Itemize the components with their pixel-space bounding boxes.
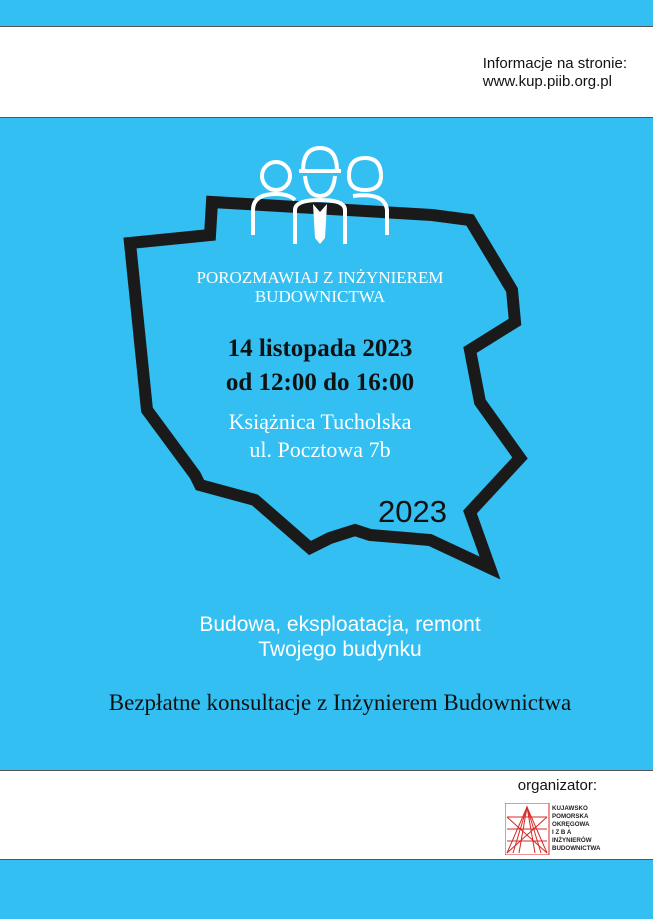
event-year: 2023 [378, 494, 447, 529]
engineers-group-icon [245, 140, 395, 248]
event-title [140, 268, 500, 306]
event-title-line2: BUDOWNICTWA [254, 287, 386, 306]
event-datetime [140, 332, 500, 400]
tagline: Bezpłatne konsultacje z Inżynierem Budownictwa [108, 690, 572, 715]
organizer-logo [505, 803, 615, 855]
footer-band [0, 770, 653, 860]
event-title-line1: POROZMAWIAJ Z INŻYNIEREM [196, 268, 444, 287]
logo-line-5: INŻYNIERÓW [552, 837, 592, 844]
logo-line-6: BUDOWNICTWA [552, 845, 601, 852]
event-address: ul. Pocztowa 7b [249, 437, 391, 462]
event-date: 14 listopada 2023 [227, 335, 413, 362]
logo-line-1: KUJAWSKO [552, 805, 588, 812]
organizer-label: organizator: [517, 777, 597, 794]
subtitle-line2: Twojego budynku [258, 638, 422, 661]
event-location [140, 408, 500, 464]
info-url[interactable]: www.kup.piib.org.pl [482, 73, 612, 90]
logo-line-4: I Z B A [552, 829, 572, 836]
event-venue: Książnica Tucholska [228, 409, 412, 434]
logo-line-3: OKRĘGOWA [552, 821, 590, 828]
event-time: od 12:00 do 16:00 [225, 369, 415, 396]
subtitle [100, 612, 580, 662]
logo-line-2: POMORSKA [552, 813, 589, 820]
info-label: Informacje na stronie: [482, 55, 627, 72]
subtitle-line1: Budowa, eksploatacja, remont [199, 613, 481, 636]
